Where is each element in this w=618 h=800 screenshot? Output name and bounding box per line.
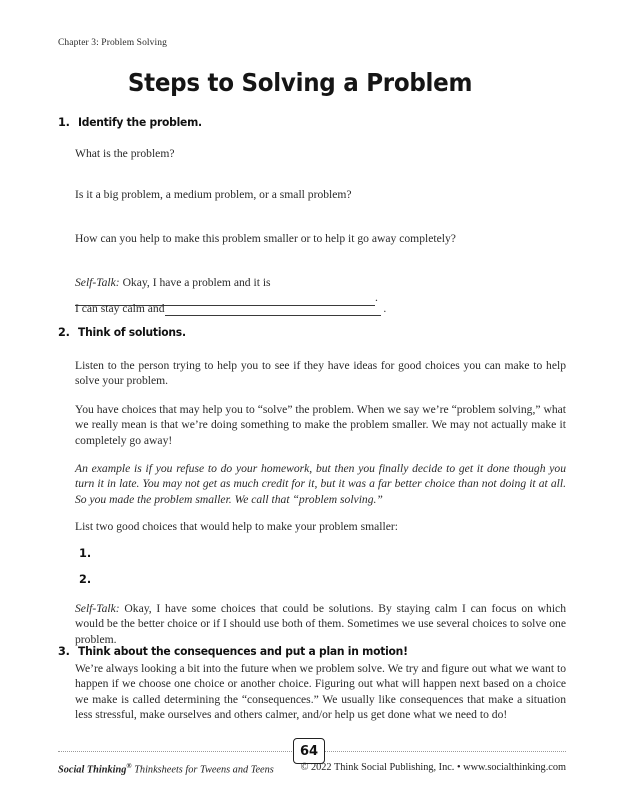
self-talk-text: Okay, I have a problem and it is: [122, 276, 271, 289]
choice-item-2[interactable]: 2.: [79, 573, 92, 586]
step-2-paragraph-2: You have choices that may help you to “solve” the problem. When we say we’re “problem solving,” what we really mean is that we’re doing something to make the problem smaller. We may not actually make it completely go away!: [75, 403, 566, 447]
step-1-question-3: How can you help to make this problem smaller or to help it go away completely?: [75, 232, 456, 245]
step-1-title: Identify the problem.: [78, 116, 202, 129]
self-talk-label: Self-Talk:: [75, 276, 120, 289]
self-talk-period: .: [375, 291, 378, 305]
step-2-self-talk: [75, 601, 566, 647]
page-number-badge: 64: [293, 738, 325, 764]
self-talk-text: Okay, I have some choices that could be solutions. By staying calm I can focus on which would be the better choice or if I should use both of them. Sometimes we use several choices to solve one problem.: [75, 602, 566, 646]
registered-mark-icon: ®: [126, 762, 132, 770]
step-3-title: Think about the consequences and put a plan in motion!: [78, 645, 408, 658]
self-talk-label: Self-Talk:: [75, 602, 120, 615]
footer-brand-rest: Thinksheets for Tweens and Teens: [131, 764, 274, 776]
step-1-heading: [58, 116, 568, 129]
step-2-paragraph-1: Listen to the person trying to help you to see if they have ideas for good choices you can make to help solve your problem.: [75, 359, 566, 388]
step-2-heading: [58, 326, 568, 339]
step-2-number: 2.: [58, 326, 70, 339]
step-1-question-1: What is the problem?: [75, 147, 175, 160]
choice-item-1[interactable]: 1.: [79, 547, 92, 560]
footer-brand-name: Social Thinking: [58, 764, 127, 776]
step-3-number: 3.: [58, 645, 70, 658]
step-2-example-paragraph: An example is if you refuse to do your homework, but then you finally decide to get it done though you turn it in late. You may not get as much credit for it, but it was a far better choice than not doing it at all. So you made the problem smaller. We call that “problem solving.”: [75, 462, 566, 506]
stay-calm-period: .: [383, 302, 387, 315]
step-2-list-prompt: List two good choices that would help to make your problem smaller:: [75, 520, 398, 533]
chapter-header: Chapter 3: Problem Solving: [58, 38, 167, 48]
step-1-question-2: Is it a big problem, a medium problem, or a small problem?: [75, 188, 352, 201]
step-3-heading: [58, 645, 568, 658]
step-1-number: 1.: [58, 116, 70, 129]
stay-calm-text: I can stay calm and: [75, 302, 165, 315]
footer-copyright: © 2022 Think Social Publishing, Inc. • www.socialthinking.com: [300, 762, 566, 773]
page-title: Steps to Solving a Problem: [127, 68, 473, 97]
footer-left-text: [58, 762, 274, 775]
stay-calm-blank-line[interactable]: [165, 304, 381, 316]
step-1-stay-calm: [75, 301, 566, 316]
step-3-paragraph-1: We’re always looking a bit into the future when we problem solve. We try and figure out what we want to happen if we choose one choice or another choice. Figuring out what will happen next based on a choice we make is called determining the “consequences.” We usually like consequences that make a situation less stressful, make ourselves and others calmer, and/or help us get done what we need to do!: [75, 662, 566, 722]
step-2-title: Think of solutions.: [78, 326, 186, 339]
